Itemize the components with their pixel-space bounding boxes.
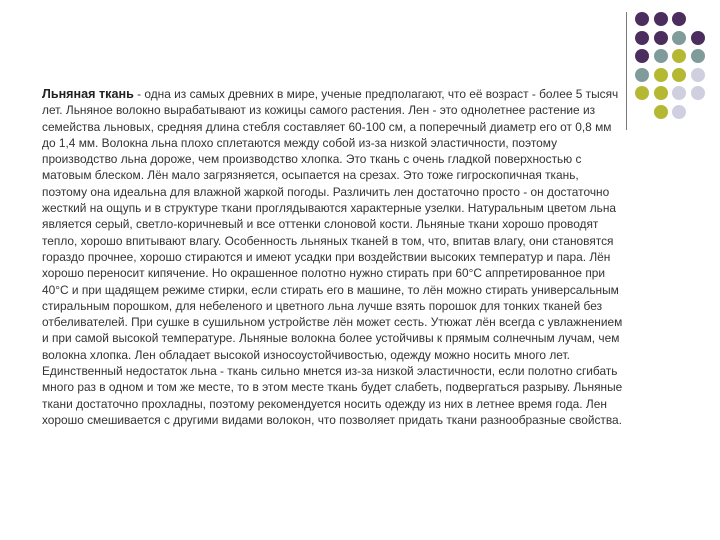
body-text: - одна из самых древних в мире, ученые предполагают, что её возраст - более 5 тысяч лет. Льняное волокно вырабатывают из кожицы самого растения. Лен - это однолетнее растение из семейства льновых, средняя длина стебля составляет 60-100 см, а поперечный диаметр его от 0,8 мм до 1,4 мм. Волокна льна плохо сплетаются между собой из-за низкой эластичности, поэтому производство льна дороже, чем производство хлопка. Это ткань с очень гладкой поверхностью с матовым блеском. Лён мало загрязняется, осыпается на срезах. Это тоже гигроскопичная ткань, поэтому она идеальна для влажной жаркой погоды. Различить лен достаточно просто - он достаточно жесткий на ощупь и в структуре ткани проглядываются характерные узелки. Натуральным цветом льна является серый, светло-коричневый и все оттенки слоновой кости. Льняные ткани хорошо проводят тепло, хорошо впитывают влагу. Особенность льняных тканей в том, что, впитав влагу, они становятся гораздо прочнее, хорошо стираются и имеют усадки при воздействии высоких температур и пара. Лён хорошо переносит кипячение. Но окрашенное полотно нужно стирать при 60°С аппретированное при 40°С и при щадящем режиме стирки, если стирать его в машине, то лён можно стирать универсальным стиральным порошком, для небеленого и цветного льна лучше взять порошок для тонких тканей без отбеливателей. При сушке в сушильном устройстве лён может сесть. Утюжат лён всегда с увлажнением и при самой высокой температуре. Льняные волокна более устойчивы к прямым солнечным лучам, чем волокна хлопка. Лен обладает высокой износоустойчивостью, одежду можно носить много лет. Единственный недостаток льна - ткань сильно мнется из-за низкой эластичности, если полотно сгибать много раз в одном и том же месте, то в этом месте ткань будет слабеть, подвергаться разрыву. Льняные ткани достаточно прохладны, поэтому рекомендуется носить одежду из них в летнее время года. Лен хорошо смешивается с другими видами волокон, что позволяет придать ткани разнообразные свойства. [42,87,623,427]
dot-olive [654,105,668,119]
dot-purple [635,49,649,63]
dot-lavender [691,86,705,100]
dot-lavender [672,105,686,119]
dot-lavender [672,86,686,100]
dot-olive [672,68,686,82]
dot-teal [691,49,705,63]
dot-purple [654,12,668,26]
dot-olive [654,68,668,82]
dot-teal [672,31,686,45]
dot-purple [635,12,649,26]
dot-purple [635,31,649,45]
dot-purple [654,31,668,45]
dot-olive [672,49,686,63]
decorative-divider [626,12,627,130]
dot-lavender [691,68,705,82]
dot-teal [654,49,668,63]
term-heading: Льняная ткань [42,87,134,101]
dot-purple [672,12,686,26]
slide-text [42,86,624,428]
dot-olive [654,86,668,100]
dot-olive [635,86,649,100]
dot-teal [635,68,649,82]
dot-purple [691,31,705,45]
